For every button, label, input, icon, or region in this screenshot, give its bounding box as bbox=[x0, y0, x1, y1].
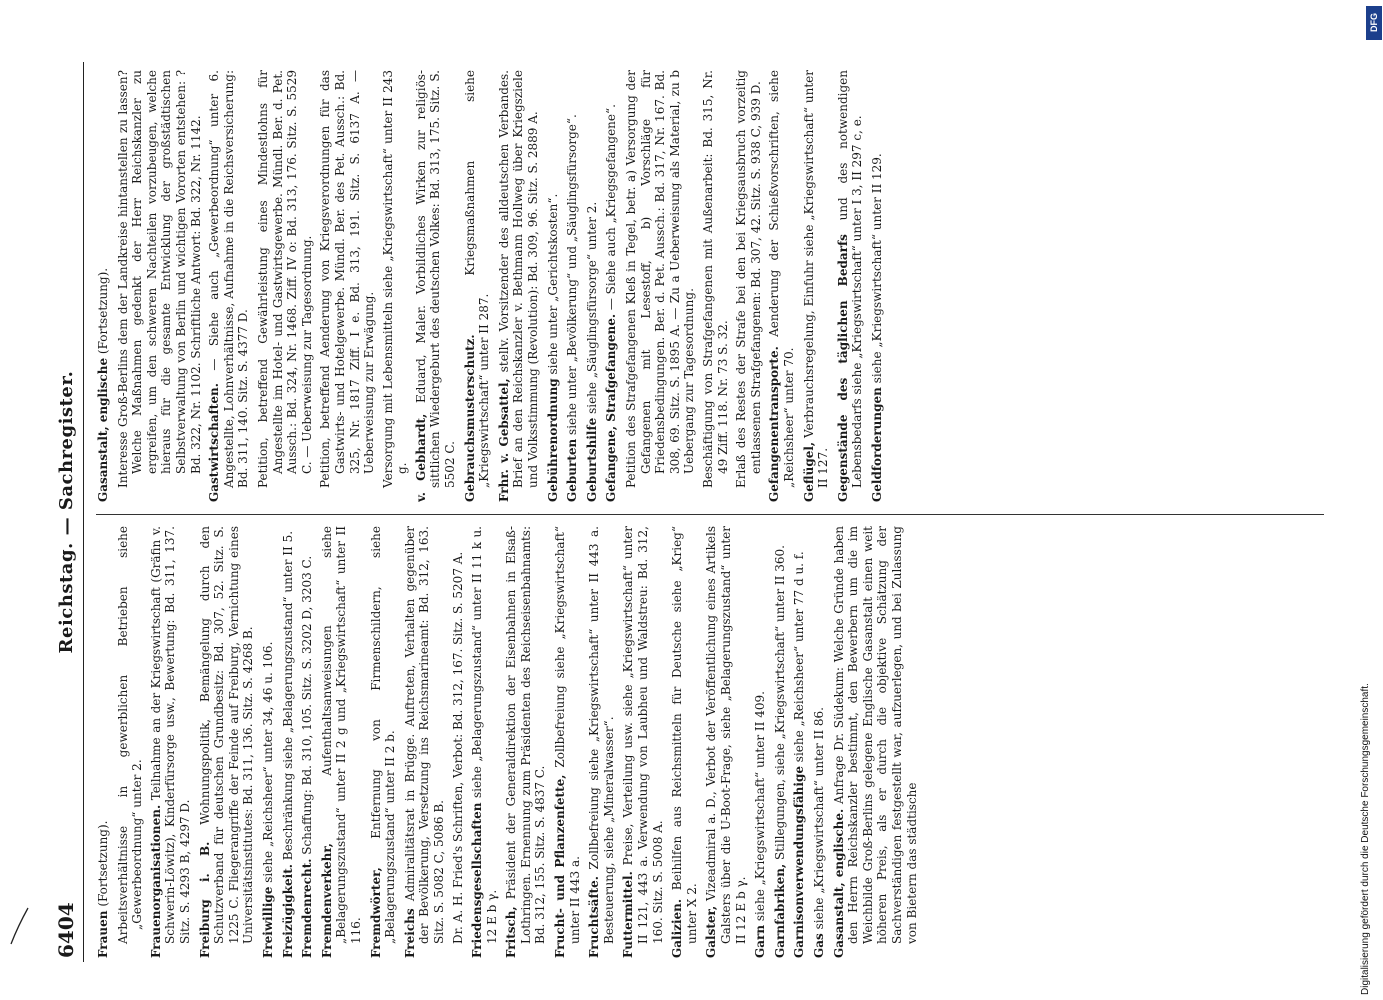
index-entry: Petition des Strafgefangenen Kleß in Tegel, betr. a) Versorgung der Gefangenen mit Lesestoff, b) Vorschläge für Friedensbedingungen. Ber. d. Pet. Aussch.: Bd. 317, Nr. 167. Bd. 308, 69. Sitz. S. 1895 A. — Zu a Ueberweisung als Material, zu b Uebergang zur Tagesordnung. bbox=[624, 70, 697, 488]
index-entry: Geburtshilfe siehe „Säuglingsfürsorge“ unter 2. bbox=[584, 201, 599, 502]
index-entry: Dr. A. H. Fried's Schriften, Verbot: Bd. 312, 167. Sitz. S. 5207 A. bbox=[451, 551, 466, 944]
index-entry: Gasanstalt, englische (Fortsetzung). bbox=[96, 267, 110, 502]
index-entry: Freichs Admiralitätsrat in Brügge. Auftreten, Verhalten gegenüber der Bevölkerung, Versetzung ins Reichsmarineamt: Bd. 312, 163. Sitz. S. 5082 C, 5086 B. bbox=[402, 526, 446, 958]
pencil-mark-icon bbox=[8, 906, 30, 946]
index-entry: Fremdenrecht. Schaffung: Bd. 310, 105. Sitz. S. 3202 D, 3203 C. bbox=[300, 555, 315, 958]
index-entry: Erlaß des Restes der Strafe bei den bei Kriegsausbruch vorzeitig entlassenen Strafgefangenen: Bd. 307, 42. Sitz. S. 938 C, 939 D. bbox=[734, 70, 763, 488]
index-entry: Geflügel, Verbrauchsregelung, Einfuhr siehe „Kriegswirtschaft“ unter II 127. bbox=[801, 70, 831, 502]
dfg-logo: DFG bbox=[1366, 6, 1382, 40]
index-entry: Galizien. Beihilfen aus Reichsmitteln für Deutsche siehe „Krieg“ unter X 2. bbox=[670, 526, 699, 958]
index-entry: Gas siehe „Kriegswirtschaft“ unter II 86. bbox=[811, 707, 826, 958]
digitization-note: Digitalisierung gefördert durch die Deutsche Forschungsgemeinschaft. bbox=[1360, 683, 1371, 995]
index-entry: Petition, betreffend Aenderung von Kriegsverordnungen für das Gastwirts- und Hotelgewerbe. Mündl. Ber. des Pet. Aussch.: Bd. 325, Nr. 1817 Ziff. I e. Bd. 313, 191. Sitz. S. 6137 A. — Ueberweisung zur Erwägung. bbox=[318, 70, 377, 488]
index-entry: Friedensgesellschaften siehe „Belagerungszustand“ unter II 11 k u. 12 E b γ. bbox=[470, 526, 499, 958]
index-entry: Fritsch, Präsident der Generaldirektion der Eisenbahnen in Elsaß-Lothringen. Ernennung zum Präsidenten des Reichseisenbahnamts: Bd. 312, 155. Sitz. S. 4837 C. bbox=[504, 526, 548, 958]
index-entry: Futtermittel. Preise, Verteilung usw. siehe „Kriegswirtschaft“ unter II 121, 443 a. Verwendung von Laubheu und Waldstreu: Bd. 312, 160. Sitz. S. 5008 A. bbox=[621, 526, 665, 958]
index-entry: Freizügigkeit. Beschränkung siehe „Belagerungszustand“ unter II 5. bbox=[280, 530, 295, 958]
index-entry: Gefangene, Strafgefangene. — Siehe auch „Kriegsgefangene“. bbox=[604, 104, 619, 502]
page-title: Reichstag. — Sachregister. bbox=[56, 370, 77, 654]
index-entry: Beschäftigung von Strafgefangenen mit Außenarbeit: Bd. 315, Nr. 49 Ziff. 118. Nr. 73 S. 32. bbox=[700, 70, 730, 488]
running-head bbox=[50, 62, 84, 962]
index-entry: Gegenstände des täglichen Bedarfs und des notwendigen Lebensbedarfs siehe „Kriegswirtschaft“ unter I 3, II 297 c, e. bbox=[835, 70, 865, 502]
index-entry: Fruchtsäfte. Zollbefreiung siehe „Kriegswirtschaft“ unter II 443 a. Besteuerung, siehe „Mineralwasser“. bbox=[587, 526, 616, 958]
index-entry: Geburten siehe unter „Bevölkerung“ und „Säuglingsfürsorge“. bbox=[565, 114, 580, 502]
index-entry: v. Gebhardt, Eduard, Maler. Vorbildliches Wirken zur religiös-sittlichen Wiedergeburt des deutschen Volkes: Bd. 313, 175. Sitz. S. 5502 C. bbox=[413, 70, 458, 502]
index-entry: Freiwillige siehe „Reichsheer“ unter 34, 46 u. 106. bbox=[260, 641, 275, 958]
index-entry: Gefangenentransporte. Aenderung der Schießvorschriften, siehe „Reichsheer“ unter 70. bbox=[767, 70, 796, 502]
index-entry: Frauen (Fortsetzung). bbox=[96, 820, 110, 958]
rotated-page bbox=[50, 62, 1335, 962]
index-entry: Fremdwörter, Entfernung von Firmenschildern, siehe „Belagerungszustand“ unter II 2 b. bbox=[368, 526, 398, 958]
index-entry: Fremdenverkehr, Aufenthaltsanweisungen siehe „Belagerungszustand“ unter II 2 g und „Kriegswirtschaft“ unter II 116. bbox=[319, 526, 363, 958]
right-column bbox=[96, 70, 1324, 502]
index-entry: Arbeitsverhältnisse in gewerblichen Betrieben siehe „Gewerbeordnung“ unter 2. bbox=[115, 526, 145, 944]
index-entry: Galster, Vizeadmiral a. D., Verbot der Veröffentlichung eines Artikels Galsters über die U-Boot-Frage, siehe „Belagerungszustand“ unter II 12 E b γ. bbox=[704, 526, 748, 958]
index-entry: Geldforderungen siehe „Kriegswirtschaft“ unter II 129. bbox=[869, 153, 884, 502]
column-divider bbox=[96, 514, 1324, 515]
index-entry: Freiburg i. B. Wohnungspolitik, Bemängelung durch den Schutzverband für deutschen Grundbesitz: Bd. 307, 52. Sitz. S. 1225 C. Fliegerangriffe der Feinde auf Freiburg, Vernichtung eines Universitätsinstitutes: Bd. 311, 136. Sitz. S. 4268 B. bbox=[197, 526, 256, 958]
index-entry: Garnisonverwendungsfähige siehe „Reichsheer“ unter 77 d u. f. bbox=[792, 551, 807, 958]
index-entry: Frhr. v. Gebsattel, stellv. Vorsitzender des alldeutschen Verbandes. Brief an den Reichskanzler v. Bethmann Hollweg über Kriegsziele und Volksstimmung (Revolution): Bd. 309, 96. Sitz. S. 2889 A. bbox=[496, 70, 541, 502]
page-number: 6404 bbox=[54, 902, 78, 958]
index-entry: Frauenorganisationen. Teilnahme an der Kriegswirtschaft (Gräfin v. Schwerin-Löwitz), Kinderfürsorge usw., Bewertung: Bd. 311, 137. Sitz. S. 4293 B, 4297 D. bbox=[148, 526, 192, 958]
index-entry: Versorgung mit Lebensmitteln siehe „Kriegswirtschaft“ unter II 243 g. bbox=[380, 70, 410, 488]
index-entry: Gebrauchsmusterschutz. Kriegsmaßnahmen siehe „Kriegswirtschaft“ unter II 287. bbox=[462, 70, 492, 502]
index-entry: Garnfabriken, Stillegungen, siehe „Kriegswirtschaft“ unter II 360. bbox=[772, 545, 787, 958]
left-column bbox=[96, 526, 1324, 958]
index-entry: Petition, betreffend Gewährleistung eines Mindestlohns für Angestellte im Hotel- und Gastwirtsgewerbe. Mündl. Ber. d. Pet. Aussch.: Bd. 324, Nr. 1468. Ziff. IV o: Bd. 313, 176. Sitz. S. 5529 C. — Ueberweisung zur Tagesordnung. bbox=[255, 70, 314, 488]
index-entry: Interesse Groß-Berlins dem der Landkreise hintanstellen zu lassen? Welche Maßnahmen gedenkt der Herr Reichskanzler zu ergreifen, um den schweren Nachteilen vorzubeugen, welche hieraus für die gesamte Entwicklung der großstädtischen Selbstverwaltung von Berlin und wichtigen Vororten entstehen: ? Bd. 322, Nr. 1102. Schriftliche Antwort: Bd. 322, Nr. 1142. bbox=[115, 70, 203, 488]
index-entry: Gastwirtschaften. — Siehe auch „Gewerbeordnung“ unter 6. Angestellte, Lohnverhältnisse, Aufnahme in die Reichsversicherung: Bd. 311, 140. Sitz. S. 4377 D. bbox=[207, 70, 251, 502]
index-entry: Gasanstalt, englische. Anfrage Dr. Südekum: Welche Gründe haben den Herrn Reichskanzler bestimmt, den Bewerbern um die im Weichbilde Groß-Berlins gelegene Englische Gasanstalt einen weit höheren Preis, als er durch die objektive Schätzung der Sachverständigen festgestellt war, aufzuerlegen, und bei Zulassung von Bietern das städtische bbox=[831, 526, 919, 958]
index-entry: Garn siehe „Kriegswirtschaft“ unter II 409. bbox=[753, 691, 768, 958]
index-entry: Gebührenordnung siehe unter „Gerichtskosten“. bbox=[545, 193, 560, 502]
index-entry: Frucht- und Pflanzenfette, Zollbefreiung siehe „Kriegswirtschaft“ unter II 443 a. bbox=[553, 526, 582, 958]
